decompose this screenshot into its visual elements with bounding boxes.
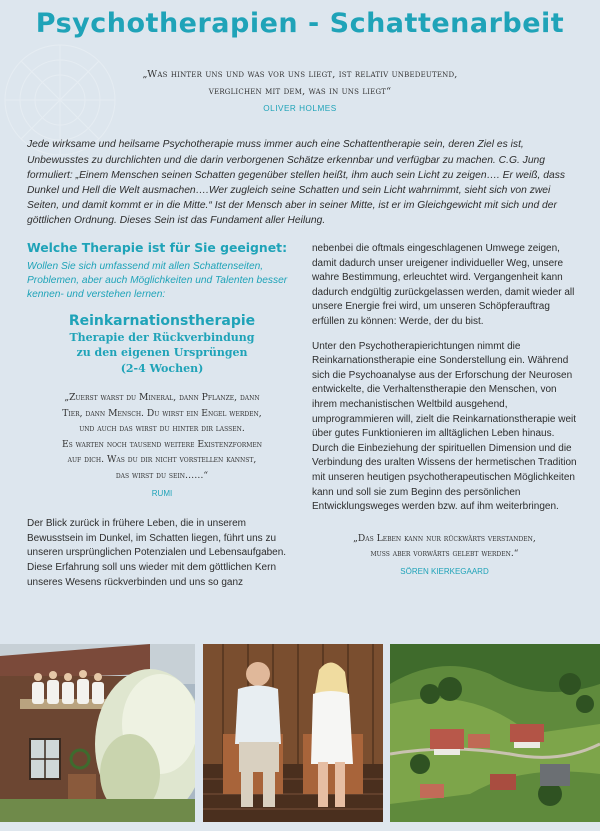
right-paragraph-2: Unter den Psychotherapierichtungen nimmt die Reinkarnationstherapie eine Sonderstellung ein. Während sich die Psychoanalyse aus der Erforschung der Neurosen entwickelte, die Verhaltenstherapie den Menschen, von ihrem mechanistischen Weltbild ausgehend, umprogrammieren will, zielt die Reinkarnationstherapie weit über gutes Funktionieren im alltäglichen Leben hinaus. Durch die Einbeziehung der spirituellen Dimension und die Verbindung des uralten Wissens der hermetischen Tradition mit unseren heutigen psychotherapeutischen Möglichkeiten kann und soll sie zum Beginn des persönlichen Entwicklungsweges werden bzw. auf ihm weiterbringen. <box>312 340 577 513</box>
house-group-photo <box>0 644 195 822</box>
rumi-quote-author: RUMI <box>151 488 173 498</box>
aerial-farm-photo <box>390 644 600 822</box>
couple-photo <box>203 644 383 822</box>
right-column <box>312 242 577 579</box>
rumi-quote-line: und auch das wirst du hinter dir lassen. <box>79 423 245 435</box>
rumi-quote-line: „Zuerst warst du Mineral, dann Pflanze, dann <box>64 392 260 403</box>
therapy-subtitle <box>27 331 297 360</box>
kierkegaard-quote-line2: muss aber vorwärts gelebt werden.“ <box>370 548 519 560</box>
kierkegaard-quote <box>312 531 577 580</box>
therapy-title: Reinkarnationstherapie <box>68 313 256 329</box>
section-heading: Welche Therapie ist für Sie geeignet: <box>27 240 288 255</box>
kierkegaard-quote-author: SÖREN KIERKEGAARD <box>400 566 489 576</box>
page-title: Psychotherapien - Schattenarbeit <box>35 8 565 39</box>
right-paragraph-1: nebenbei die oftmals eingeschlagenen Umwege zeigen, damit dadurch unser ureigener individueller Weg, unsere wahre Bestimmung, erleuchtet wird. Vergangenheit kann dadurch endgültig zurückgelassen werden, damit wieder all unsere Energie frei wird, um unseren Schöpferauftrag erfüllen zu können: Werde, der du bist. <box>312 243 575 327</box>
rumi-quote-line: das wirst du sein……“ <box>115 469 209 481</box>
intro-paragraph: Jede wirksame und heilsame Psychotherapie muss immer auch eine Schattentherapie sein, deren Ziel es ist, Unbewusstes zu durchlichten und die darin verborgenen Schätze erkennbar und verfügbar zu machen. C.G. Jung formuliert: „Einem Menschen seinen Schatten gegenüber stellen heißt, ihm auch sein Licht zu zeigen…. Er weiß, dass Dunkel und Hell die Welt ausmachen….Wer zugleich seine Schatten und sein Licht wahrnimmt, sieht sich von zwei Seiten, und damit kommt er in die Mitte.“ Ist der Mensch aber in seiner Mitte, ist er im Gleichgewicht mit sich und der göttlichen Ordnung. Dieses Sein ist das Fundament aller Heilung. <box>27 139 565 227</box>
therapy-subtitle-line1: Therapie der Rückverbindung <box>69 331 255 344</box>
top-quote-line1: „Was hinter uns und was vor uns liegt, ist relativ unbedeutend, <box>142 69 458 80</box>
rumi-quote-line: Tier, dann Mensch. Du wirst ein Engel werden, <box>62 407 262 419</box>
left-column <box>27 240 297 590</box>
kierkegaard-quote-line1: „Das Leben kann nur rückwärts verstanden, <box>353 532 536 544</box>
top-quote-line2: verglichen mit dem, was in uns liegt“ <box>208 86 392 97</box>
left-body-paragraph: Der Blick zurück in frühere Leben, die in unserem Bewusstsein im Dunkel, im Schatten liegen, führt uns zu unseren ursprünglichen Potenzialen und Lebensaufgaben. Diese Erfahrung soll uns wieder mit dem göttlichen Kern unseres Wesens rückverbinden und uns so ganz <box>27 518 287 588</box>
top-quote-author: OLIVER HOLMES <box>263 104 337 113</box>
top-quote <box>95 66 505 115</box>
section-subheading: Wollen Sie sich umfassend mit allen Schattenseiten, Problemen, aber auch Möglichkeiten und Talenten besser kennen- und verstehen lernen: <box>27 261 288 300</box>
rumi-quote-line: auf dich. Was du dir nicht vorstellen kannst, <box>67 454 257 466</box>
therapy-subtitle-line2: zu den eigenen Ursprüngen <box>76 345 248 359</box>
bottom-strip <box>0 822 600 831</box>
therapy-duration: (2-4 Wochen) <box>120 362 204 375</box>
photo-strip <box>0 644 600 822</box>
rumi-quote <box>27 390 297 501</box>
rumi-quote-line: Es warten noch tausend weitere Existenzformen <box>61 438 263 450</box>
